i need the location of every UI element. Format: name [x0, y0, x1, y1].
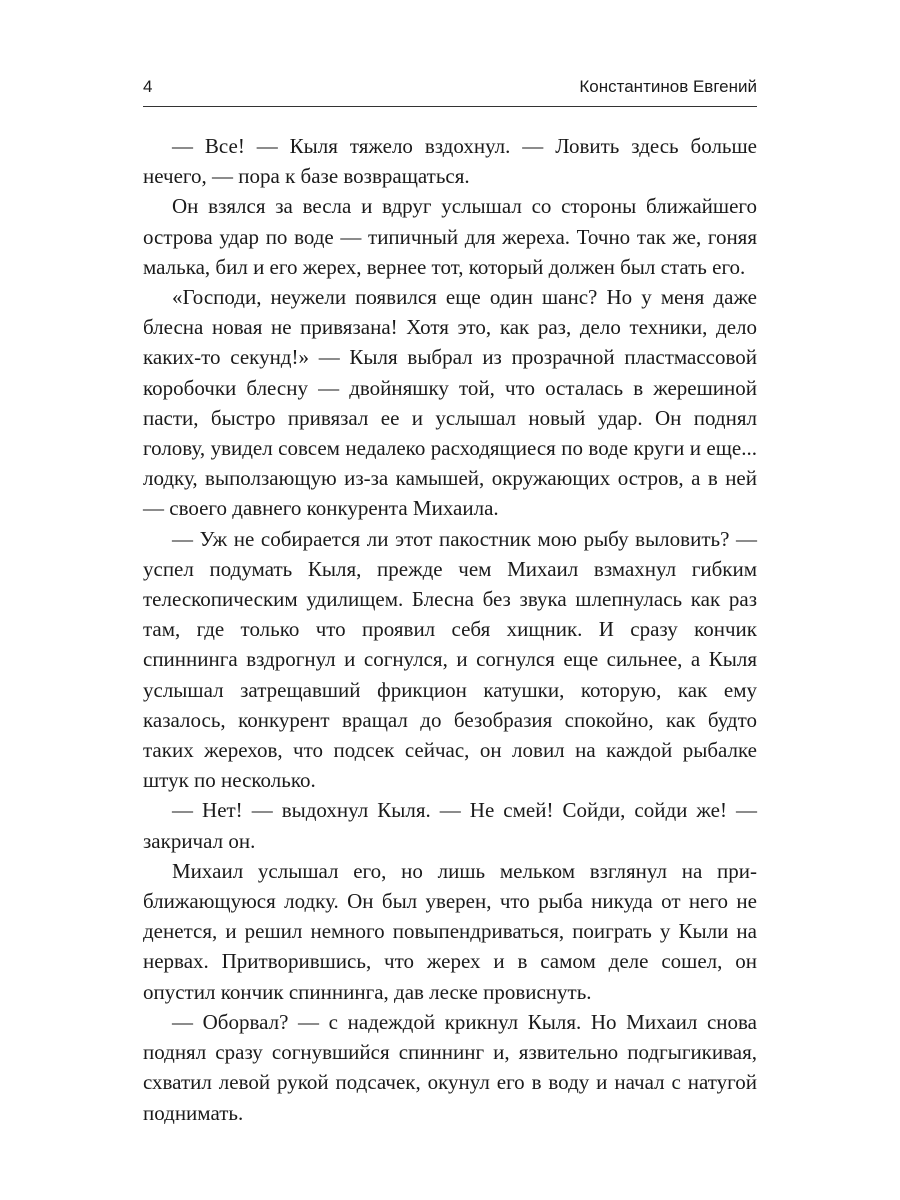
paragraph: — Уж не собирается ли этот пакостник мою рыбу выловить? — успел подумать Кыля, прежде чем Михаил взмахнул гибким телескопическим удилищем. Блесна без звука шлепнулась как раз там, где только что проявил себя хищник. И сразу кончик спиннинга вздрогнул и согнулся, и согнулся еще сильнее, а Кыля услышал затрещавший фрикцион катушки, которую, как ему казалось, конкурент вращал до безобразия спокойно, как будто таких жерехов, что подсек сейчас, он ловил на каждой рыбалке штук по несколько.	[143, 526, 757, 793]
paragraph: Он взялся за весла и вдруг услышал со стороны ближайшего острова удар по воде — типичный для жереха. Точно так же, гоняя малька, бил и его жерех, вернее тот, который должен был стать его.	[143, 194, 757, 279]
page-header	[143, 75, 757, 105]
running-title: Константинов Евгений	[579, 77, 757, 96]
paragraph: «Господи, неужели появился еще один шанс? Но у меня даже блесна новая не привязана! Хотя это, как раз, дело техники, дело каких-то секунд!» — Кыля выбрал из прозрачной пластмассовой коробочки блесну — двойняшку той, что осталась в жерешиной пасти, быстро привязал ее и услышал новый удар. Он поднял голову, увидел совсем недалеко расходящиеся по воде круги и еще... лодку, выползающую из-за камышей, окружающих остров, а в ней — своего давнего конкурента Михаила.	[143, 285, 757, 521]
page-number: 4	[143, 77, 153, 96]
paragraph: — Все! — Кыля тяжело вздохнул. — Ловить здесь больше нечего, — пора к базе возвращаться.	[143, 134, 757, 189]
paragraph: Михаил услышал его, но лишь мельком взглянул на приближающуюся лодку. Он был уверен, что рыба никуда от него не денется, и решил немного повыпендриваться, поиграть у Кыли на нервах. Притворившись, что жерех и в самом деле сошел, он опустил кончик спиннинга, дав леске провиснуть.	[143, 858, 757, 1004]
body-text	[143, 131, 757, 1128]
header-rule	[143, 106, 757, 107]
paragraph: — Оборвал? — с надеждой крикнул Кыля. Но Михаил снова поднял сразу согнувшийся спиннинг и, язвительно подгыгикивая, схватил левой рукой подсачек, окунул его в воду и начал с натугой поднимать.	[143, 1009, 757, 1125]
paragraph: — Нет! — выдохнул Кыля. — Не смей! Сойди, сойди же! — закричал он.	[143, 798, 757, 853]
